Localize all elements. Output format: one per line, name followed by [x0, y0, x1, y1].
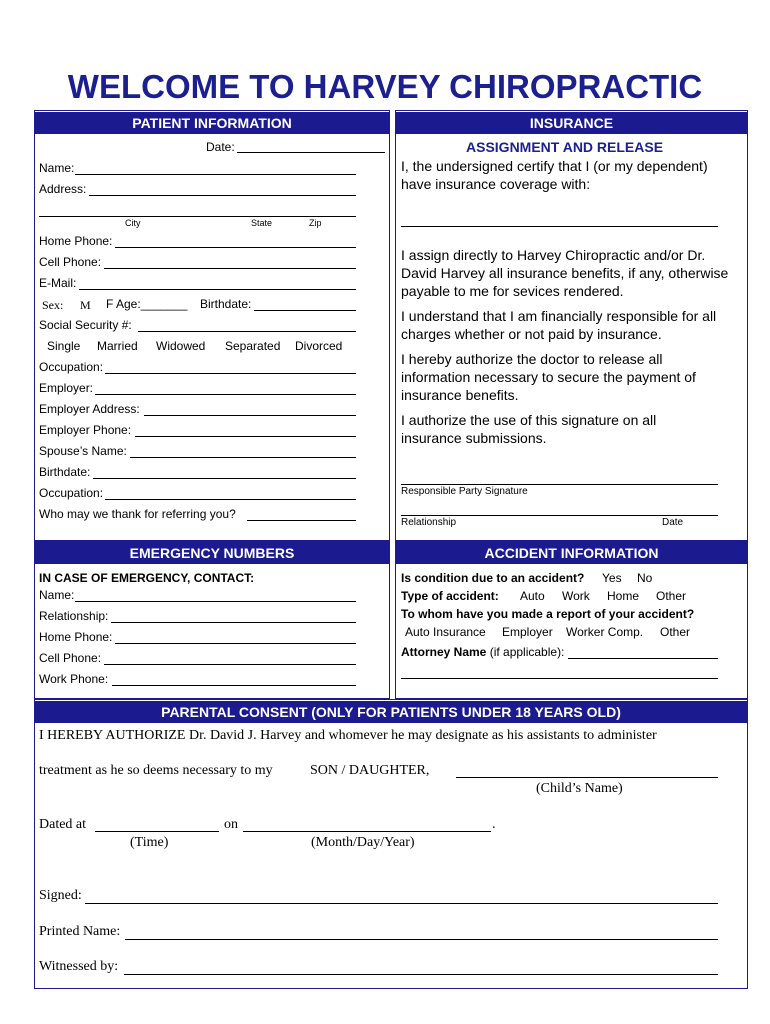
emergency-cell-phone-field[interactable]	[104, 664, 356, 665]
attorney-name-text: Attorney Name	[401, 645, 487, 659]
date-label: Date:	[206, 140, 235, 154]
attorney-field[interactable]	[568, 658, 718, 659]
accident-type-home[interactable]: Home	[607, 589, 640, 603]
sex-label: Sex:	[42, 298, 64, 312]
employer-phone-field[interactable]	[135, 436, 356, 437]
emergency-header: EMERGENCY NUMBERS	[34, 542, 390, 564]
employer-phone-label: Employer Phone:	[39, 423, 132, 437]
marital-separated[interactable]: Separated	[225, 339, 281, 353]
month-day-year-label: (Month/Day/Year)	[311, 835, 415, 850]
marital-widowed[interactable]: Widowed	[156, 339, 206, 353]
childs-name-field[interactable]	[456, 777, 718, 778]
emergency-work-phone-label: Work Phone:	[39, 672, 109, 686]
son-daughter-option[interactable]: SON / DAUGHTER,	[310, 763, 430, 778]
city-label: City	[125, 218, 141, 228]
accident-type-work[interactable]: Work	[562, 589, 590, 603]
city-state-zip-field[interactable]	[39, 216, 356, 217]
email-label: E-Mail:	[39, 276, 77, 290]
emergency-relationship-field[interactable]	[111, 622, 356, 623]
insurance-company-field[interactable]	[401, 226, 718, 227]
parental-consent-header: PARENTAL CONSENT (ONLY FOR PATIENTS UNDER 18 YEARS OLD)	[34, 701, 748, 723]
occupation-field[interactable]	[105, 373, 356, 374]
dated-at-time-field[interactable]	[95, 831, 219, 832]
emergency-contact-label: IN CASE OF EMERGENCY, CONTACT:	[39, 571, 255, 585]
employer-address-field[interactable]	[144, 415, 356, 416]
childs-name-label: (Child’s Name)	[536, 781, 623, 796]
spouse-name-label: Spouse’s Name:	[39, 444, 127, 458]
marital-single[interactable]: Single	[47, 339, 81, 353]
cell-phone-label: Cell Phone:	[39, 255, 102, 269]
dated-at-label: Dated at	[39, 817, 87, 832]
report-auto-insurance[interactable]: Auto Insurance	[405, 625, 486, 639]
name-label: Name:	[39, 161, 75, 175]
emergency-name-field[interactable]	[75, 601, 356, 602]
report-employer[interactable]: Employer	[502, 625, 553, 639]
printed-name-field[interactable]	[125, 939, 718, 940]
referral-field[interactable]	[247, 520, 356, 521]
signed-field[interactable]	[85, 903, 718, 904]
insurance-paragraph-1: I, the undersigned certify that I (or my dependent) have insurance coverage with:	[401, 158, 708, 192]
emergency-cell-phone-label: Cell Phone:	[39, 651, 102, 665]
spouse-occupation-label: Occupation:	[39, 486, 104, 500]
emergency-name-label: Name:	[39, 588, 75, 602]
accident-type-auto[interactable]: Auto	[520, 589, 545, 603]
signature-label: Responsible Party Signature	[401, 486, 528, 497]
signature-field[interactable]	[401, 484, 718, 485]
spouse-birthdate-label: Birthdate:	[39, 465, 91, 479]
email-field[interactable]	[79, 289, 356, 290]
insurance-paragraph-5: I authorize the use of this signature on all insurance submissions.	[401, 412, 657, 446]
dated-on-date-field[interactable]	[243, 831, 491, 832]
accident-header: ACCIDENT INFORMATION	[395, 542, 748, 564]
date-field[interactable]	[237, 152, 385, 153]
home-phone-label: Home Phone:	[39, 234, 113, 248]
birthdate-label: Birthdate:	[200, 297, 252, 311]
witnessed-by-label: Witnessed by:	[39, 959, 119, 974]
address-label: Address:	[39, 182, 87, 196]
insurance-paragraph-3: I understand that I am financially responsible for all charges whether or not paid by insurance.	[401, 308, 717, 342]
accident-no-option[interactable]: No	[637, 571, 653, 585]
insurance-header: INSURANCE	[395, 112, 748, 134]
attorney-label	[401, 645, 564, 659]
address-field[interactable]	[89, 195, 356, 196]
relationship-label: Relationship	[401, 517, 457, 528]
ssn-field[interactable]	[138, 331, 356, 332]
consent-line-2: treatment as he so deems necessary to my	[39, 763, 273, 778]
employer-label: Employer:	[39, 381, 94, 395]
employer-field[interactable]	[95, 394, 356, 395]
relationship-date-field[interactable]	[401, 515, 718, 516]
sex-f-age[interactable]: F Age:_______	[106, 297, 188, 311]
time-label: (Time)	[130, 835, 169, 850]
cell-phone-field[interactable]	[104, 268, 356, 269]
marital-divorced[interactable]: Divorced	[295, 339, 343, 353]
on-label: on	[224, 817, 238, 832]
witnessed-by-field[interactable]	[124, 974, 718, 975]
attorney-extra-field[interactable]	[401, 678, 718, 679]
emergency-home-phone-label: Home Phone:	[39, 630, 113, 644]
consent-line-1: I HEREBY AUTHORIZE Dr. David J. Harvey and whomever he may designate as his assistants to administer	[39, 728, 657, 743]
assignment-release-title: ASSIGNMENT AND RELEASE	[466, 139, 664, 155]
printed-name-label: Printed Name:	[39, 924, 121, 939]
name-field[interactable]	[75, 174, 356, 175]
signed-label: Signed:	[39, 888, 82, 903]
spouse-birthdate-field[interactable]	[93, 478, 356, 479]
report-worker-comp[interactable]: Worker Comp.	[566, 625, 644, 639]
sex-m-option[interactable]: M	[80, 298, 91, 312]
spouse-name-field[interactable]	[130, 457, 356, 458]
patient-info-header: PATIENT INFORMATION	[34, 112, 390, 134]
insurance-paragraph-2: I assign directly to Harvey Chiropractic and/or Dr. David Harvey all insurance benefits, if any, otherwise payable to me for sevices rendered.	[401, 247, 729, 299]
accident-report-label: To whom have you made a report of your accident?	[401, 607, 695, 621]
state-label: State	[251, 218, 273, 228]
occupation-label: Occupation:	[39, 360, 104, 374]
referral-label: Who may we thank for referring you?	[39, 507, 236, 521]
accident-yes-option[interactable]: Yes	[602, 571, 622, 585]
home-phone-field[interactable]	[115, 247, 356, 248]
report-other[interactable]: Other	[660, 625, 691, 639]
page-title: WELCOME TO HARVEY CHIROPRACTIC	[67, 68, 703, 105]
marital-married[interactable]: Married	[97, 339, 138, 353]
insurance-date-label: Date	[662, 517, 684, 528]
insurance-paragraph-4: I hereby authorize the doctor to release all information necessary to secure the payment of insurance benefits.	[401, 351, 696, 403]
emergency-relationship-label: Relationship:	[39, 609, 109, 623]
period-text: .	[492, 817, 496, 832]
emergency-work-phone-field[interactable]	[112, 685, 356, 686]
spouse-occupation-field[interactable]	[105, 499, 356, 500]
zip-label: Zip	[309, 218, 322, 228]
employer-address-label: Employer Address:	[39, 402, 140, 416]
accident-type-label: Type of accident:	[401, 589, 499, 603]
accident-type-other[interactable]: Other	[656, 589, 687, 603]
birthdate-field[interactable]	[254, 310, 356, 311]
attorney-note-text: (if applicable):	[486, 645, 565, 659]
accident-question-label: Is condition due to an accident?	[401, 571, 585, 585]
ssn-label: Social Security #:	[39, 318, 132, 332]
emergency-home-phone-field[interactable]	[115, 643, 356, 644]
